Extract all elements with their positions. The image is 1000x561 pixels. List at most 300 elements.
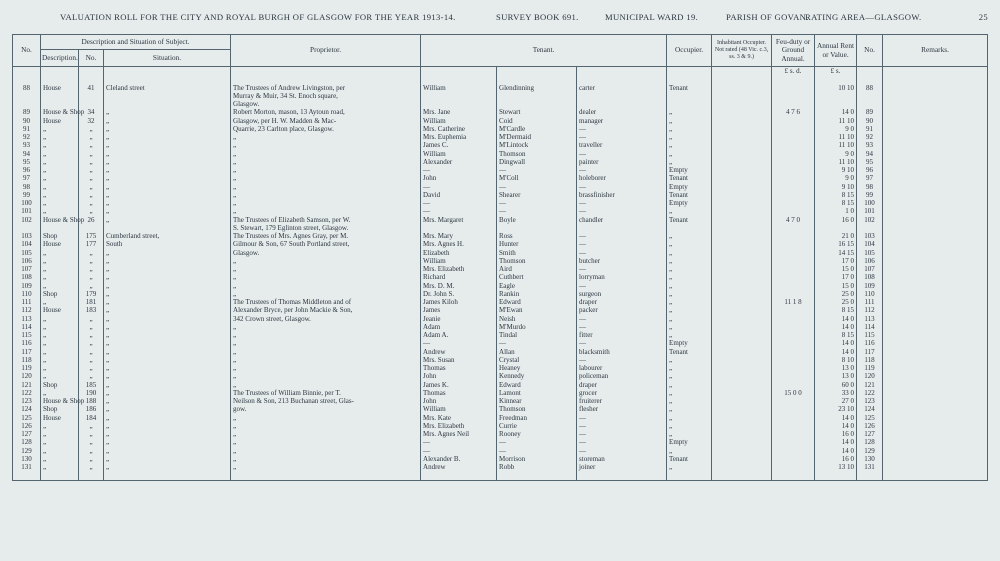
- tenant-first-name: [421, 257, 497, 265]
- occupation-text: —: [579, 430, 587, 438]
- entry-number: [13, 232, 41, 240]
- situation: [104, 348, 231, 356]
- annual-value: [815, 463, 857, 471]
- entry-number-right: [857, 191, 883, 199]
- tenant-surname-text: —: [499, 182, 507, 191]
- description-text: „: [43, 265, 47, 273]
- entry-number-right: [857, 389, 883, 397]
- occupation: [577, 463, 667, 471]
- table-row: [13, 372, 988, 380]
- street-number: [79, 191, 104, 199]
- description-text: House: [43, 116, 61, 125]
- entry-number-right: [857, 364, 883, 372]
- entry-number-right: [857, 166, 883, 174]
- situation-text: „: [106, 372, 110, 381]
- occupier-text: „: [669, 298, 673, 306]
- description-text: „: [43, 166, 47, 174]
- proprietor-text: „: [233, 364, 237, 372]
- proprietor-text: Glasgow.: [233, 100, 260, 108]
- tenant-first-name: [421, 84, 497, 92]
- tenant-first-name: [421, 174, 497, 182]
- occupier-text: Empty: [669, 166, 688, 174]
- entry-number-text: 94: [23, 149, 30, 158]
- entry-number-text: 88: [23, 83, 30, 92]
- entry-number-right: [857, 405, 883, 413]
- occupier: [667, 298, 712, 306]
- entry-number-text: 102: [21, 215, 32, 224]
- annual-value-text: 14 0: [841, 108, 855, 117]
- situation: [104, 290, 231, 298]
- entry-number-right: [857, 339, 883, 347]
- tenant-first-name: [421, 331, 497, 339]
- situation-text: „: [106, 273, 110, 282]
- col-occupier: Occupier.: [667, 35, 712, 67]
- entry-number-right: [857, 240, 883, 248]
- entry-number-text: 116: [21, 339, 32, 348]
- description: [41, 265, 79, 273]
- annual-value: [815, 232, 857, 240]
- entry-number-right-text: 122: [864, 388, 875, 397]
- situation: [104, 216, 231, 224]
- proprietor-text: „: [233, 281, 237, 290]
- occupier-text: „: [669, 322, 673, 331]
- description: [41, 438, 79, 446]
- annual-value: [815, 207, 857, 215]
- tenant-first-name: [421, 455, 497, 463]
- occupier-text: „: [669, 133, 673, 141]
- tenant-surname-text: Kennedy: [499, 372, 525, 381]
- description-text: „: [43, 372, 47, 381]
- tenant-surname: [497, 216, 577, 224]
- description: [41, 183, 79, 191]
- tenant-surname-text: Shearer: [499, 190, 521, 199]
- annual-value: [815, 84, 857, 92]
- street-number-text: 186: [85, 405, 97, 414]
- feu-duty: [772, 290, 815, 298]
- annual-value: [815, 422, 857, 430]
- situation-text: „: [106, 149, 110, 158]
- feu-duty: [772, 133, 815, 141]
- entry-number-text: 91: [23, 124, 30, 133]
- description: [41, 381, 79, 389]
- annual-value: [815, 273, 857, 281]
- street-number: [79, 240, 104, 248]
- feu-duty-text: 15 0 0: [784, 388, 802, 397]
- tenant-surname: [497, 339, 577, 347]
- street-number: [79, 364, 104, 372]
- proprietor: [231, 108, 421, 116]
- occupation: [577, 141, 667, 149]
- entry-number-right: [857, 438, 883, 446]
- table-row: [13, 216, 988, 224]
- situation: [104, 397, 231, 405]
- tenant-surname: [497, 438, 577, 446]
- proprietor-text: „: [233, 355, 237, 364]
- proprietor-text: „: [233, 141, 237, 150]
- tenant-first-name: [421, 199, 497, 207]
- street-number-text: „: [89, 207, 93, 216]
- col-annual-value: Annual Rent or Value.: [815, 35, 857, 67]
- occupation-text: storeman: [579, 454, 605, 463]
- annual-value: [815, 397, 857, 405]
- annual-value-text: 14 0: [841, 438, 855, 447]
- feu-duty: [772, 422, 815, 430]
- entry-number-text: 97: [23, 174, 30, 183]
- tenant-surname: [497, 257, 577, 265]
- annual-value: [815, 174, 857, 182]
- occupation: [577, 389, 667, 397]
- proprietor: [231, 389, 421, 397]
- table-row: [13, 389, 988, 397]
- tenant-first-name-text: William: [423, 83, 446, 92]
- situation: [104, 141, 231, 149]
- annual-value: [815, 265, 857, 273]
- proprietor: [231, 240, 421, 248]
- tenant-surname: [497, 306, 577, 314]
- street-number-text: 183: [85, 306, 97, 315]
- tenant-first-name-text: —: [423, 446, 431, 455]
- occupier: [667, 463, 712, 471]
- tenant-first-name-text: Adam A.: [423, 331, 449, 339]
- occupation-text: —: [579, 199, 587, 207]
- tenant-first-name: [421, 364, 497, 372]
- entry-number-text: 100: [21, 199, 32, 207]
- description: [41, 158, 79, 166]
- tenant-surname: [497, 290, 577, 298]
- description-text: „: [43, 388, 47, 397]
- inhabitant-occupier: [712, 430, 772, 438]
- table-row: [13, 207, 988, 215]
- street-number-text: „: [89, 438, 93, 447]
- entry-number-right-text: 102: [864, 215, 875, 224]
- situation: [104, 125, 231, 133]
- situation: [104, 273, 231, 281]
- table-row: [13, 282, 988, 290]
- table-row: [13, 315, 988, 323]
- occupation-text: holeborer: [579, 174, 606, 183]
- inhabitant-occupier: [712, 364, 772, 372]
- inhabitant-occupier: [712, 463, 772, 471]
- proprietor: [231, 224, 421, 232]
- col-remarks: Remarks.: [883, 35, 988, 67]
- street-number-text: „: [89, 256, 93, 265]
- situation-text: „: [106, 430, 110, 438]
- tenant-first-name: [421, 306, 497, 314]
- annual-value-text: 14 0: [841, 322, 855, 331]
- table-row: [13, 191, 988, 199]
- spacer-row: [13, 75, 988, 83]
- tenant-surname: [497, 273, 577, 281]
- remarks: [883, 133, 988, 141]
- inhabitant-occupier: [712, 348, 772, 356]
- tenant-surname: [497, 331, 577, 339]
- proprietor: [231, 117, 421, 125]
- tenant-first-name-text: Jeanie: [423, 314, 441, 323]
- remarks: [883, 447, 988, 455]
- situation-text: „: [106, 322, 110, 331]
- proprietor: [231, 282, 421, 290]
- description: [41, 141, 79, 149]
- occupation-text: packer: [579, 306, 598, 315]
- situation: [104, 174, 231, 182]
- tenant-surname: [497, 207, 577, 215]
- situation-text: „: [106, 124, 110, 133]
- occupier-text: „: [669, 256, 673, 265]
- annual-value: [815, 372, 857, 380]
- description: [41, 405, 79, 413]
- proprietor-text: „: [233, 331, 237, 339]
- situation-text: „: [106, 166, 110, 174]
- annual-value-text: 14 0: [841, 446, 855, 455]
- occupier: [667, 232, 712, 240]
- occupier-text: „: [669, 306, 673, 315]
- tenant-surname: [497, 141, 577, 149]
- tenant-surname: [497, 397, 577, 405]
- table-row: [13, 298, 988, 306]
- table-row: [13, 323, 988, 331]
- tenant-surname: [497, 381, 577, 389]
- occupation-text: —: [579, 240, 587, 249]
- street-number: [79, 447, 104, 455]
- occupier-text: Tenant: [669, 454, 688, 463]
- description-text: House: [43, 413, 61, 422]
- description: [41, 290, 79, 298]
- occupier-text: Tenant: [669, 347, 688, 356]
- entry-number-right-text: 114: [864, 322, 875, 331]
- tenant-first-name-text: Mrs. Margaret: [423, 215, 464, 224]
- situation: [104, 315, 231, 323]
- annual-value: [815, 364, 857, 372]
- street-number-text: 181: [85, 298, 97, 306]
- annual-value-text: 13 0: [841, 372, 855, 381]
- proprietor-text: gow.: [233, 405, 247, 414]
- annual-value: [815, 455, 857, 463]
- col-description: Description.: [41, 50, 79, 67]
- entry-number: [13, 306, 41, 314]
- entry-number: [13, 405, 41, 413]
- description: [41, 282, 79, 290]
- entry-number-text: 125: [21, 413, 32, 422]
- occupier: [667, 117, 712, 125]
- entry-number-right-text: 101: [864, 207, 875, 216]
- running-head: [12, 12, 988, 24]
- inhabitant-occupier: [712, 315, 772, 323]
- proprietor: [231, 298, 421, 306]
- description-text: „: [43, 322, 47, 331]
- occupation: [577, 455, 667, 463]
- occupation-text: —: [579, 207, 587, 216]
- annual-value-text: 14 0: [841, 421, 855, 430]
- proprietor-text: „: [233, 174, 237, 183]
- occupier-text: „: [669, 124, 673, 133]
- remarks: [883, 92, 988, 100]
- street-number-text: 179: [85, 289, 97, 298]
- inhabitant-occupier: [712, 331, 772, 339]
- annual-value: [815, 216, 857, 224]
- entry-number: [13, 455, 41, 463]
- occupier-text: „: [669, 141, 673, 150]
- street-number: [79, 331, 104, 339]
- description: [41, 150, 79, 158]
- tenant-first-name-text: Alexander B.: [423, 454, 461, 463]
- tenant-surname-text: M'Coll: [499, 174, 519, 183]
- proprietor-text: Neilson & Son, 213 Buchanan street, Glas-: [233, 397, 354, 405]
- street-number: [79, 422, 104, 430]
- occupier: [667, 273, 712, 281]
- table-row: [13, 125, 988, 133]
- feu-duty: [772, 158, 815, 166]
- entry-number-text: 107: [21, 265, 32, 273]
- tenant-first-name-text: Andrew: [423, 347, 446, 356]
- tenant-surname: [497, 183, 577, 191]
- entry-number-right-text: 121: [864, 380, 875, 389]
- entry-number: [13, 199, 41, 207]
- street-number-text: „: [89, 133, 93, 141]
- street-number-text: 175: [85, 232, 97, 240]
- street-number-text: „: [89, 372, 93, 381]
- proprietor-text: Gilmour & Son, 67 South Portland street,: [233, 240, 350, 249]
- occupation: [577, 108, 667, 116]
- street-number-text: „: [89, 430, 93, 438]
- occupier: [667, 84, 712, 92]
- tenant-first-name-text: Adam: [423, 322, 441, 331]
- tenant-surname: [497, 174, 577, 182]
- occupier-text: „: [669, 149, 673, 158]
- annual-value-text: 14 0: [841, 413, 855, 422]
- tenant-first-name: [421, 108, 497, 116]
- annual-value-text: 23 10: [838, 405, 855, 414]
- annual-value: [815, 356, 857, 364]
- street-number: [79, 348, 104, 356]
- proprietor-text: „: [233, 190, 237, 199]
- description: [41, 372, 79, 380]
- proprietor: [231, 273, 421, 281]
- entry-number-right: [857, 84, 883, 92]
- tenant-surname: [497, 125, 577, 133]
- occupation-text: blacksmith: [579, 347, 610, 356]
- entry-number-right: [857, 117, 883, 125]
- entry-number-text: 106: [21, 256, 32, 265]
- proprietor: [231, 331, 421, 339]
- inhabitant-occupier: [712, 447, 772, 455]
- tenant-surname-text: Ross: [499, 232, 513, 240]
- occupation-text: —: [579, 438, 587, 447]
- entry-number-right-text: 108: [864, 273, 875, 282]
- situation: [104, 92, 231, 100]
- annual-value-text: 14 0: [841, 347, 855, 356]
- remarks: [883, 207, 988, 215]
- proprietor: [231, 265, 421, 273]
- remarks: [883, 298, 988, 306]
- feu-duty: [772, 455, 815, 463]
- situation-text: „: [106, 190, 110, 199]
- annual-value-text: 13 0: [841, 364, 855, 372]
- situation: [104, 207, 231, 215]
- occupier: [667, 92, 712, 100]
- annual-value: [815, 191, 857, 199]
- situation-text: „: [106, 438, 110, 447]
- tenant-surname: [497, 191, 577, 199]
- situation: [104, 306, 231, 314]
- tenant-surname-text: Dingwall: [499, 157, 526, 166]
- tenant-first-name: [421, 315, 497, 323]
- street-number-text: 185: [85, 380, 97, 389]
- remarks: [883, 282, 988, 290]
- tenant-first-name-text: Andrew: [423, 463, 446, 471]
- entry-number-right-text: 91: [866, 124, 874, 133]
- annual-value: [815, 92, 857, 100]
- proprietor-text: „: [233, 339, 237, 348]
- occupier: [667, 381, 712, 389]
- tenant-surname-text: M'Ewan: [499, 306, 523, 315]
- street-number-text: „: [89, 463, 93, 471]
- tenant-surname: [497, 447, 577, 455]
- occupier-text: „: [669, 388, 673, 397]
- description: [41, 117, 79, 125]
- table-row: [13, 224, 988, 232]
- occupation-text: joiner: [579, 463, 596, 471]
- occupier-text: „: [669, 463, 673, 471]
- street-number: [79, 249, 104, 257]
- situation: [104, 158, 231, 166]
- tenant-first-name-text: —: [423, 166, 431, 174]
- street-number-text: „: [89, 166, 93, 174]
- description: [41, 199, 79, 207]
- tenant-surname-text: Edward: [499, 380, 521, 389]
- street-number: [79, 117, 104, 125]
- occupier: [667, 339, 712, 347]
- tenant-surname-text: Boyle: [499, 215, 516, 224]
- occupier: [667, 422, 712, 430]
- remarks: [883, 455, 988, 463]
- street-number-text: „: [89, 454, 93, 463]
- occupation-text: —: [579, 314, 587, 323]
- proprietor-text: „: [233, 380, 237, 389]
- proprietor-text: „: [233, 372, 237, 381]
- proprietor: [231, 92, 421, 100]
- street-number-text: „: [89, 248, 93, 257]
- entry-number-text: 96: [23, 166, 30, 174]
- entry-number-right-text: 89: [866, 108, 874, 117]
- tenant-first-name: [421, 348, 497, 356]
- description: [41, 397, 85, 405]
- table-row: [13, 117, 988, 125]
- street-number-text: „: [89, 124, 93, 133]
- description-text: „: [43, 331, 47, 339]
- occupation: [577, 331, 667, 339]
- remarks: [883, 430, 988, 438]
- annual-value-text: 17 0: [841, 273, 855, 282]
- entry-number: [13, 108, 41, 116]
- entry-number: [13, 166, 41, 174]
- occupier: [667, 216, 712, 224]
- description-text: Shop: [43, 405, 58, 414]
- street-number-text: 32: [87, 116, 95, 125]
- description-text: „: [43, 347, 47, 356]
- entry-number: [13, 207, 41, 215]
- entry-number: [13, 158, 41, 166]
- entry-number-text: 120: [21, 372, 32, 381]
- inhabitant-occupier: [712, 356, 772, 364]
- tenant-first-name-text: Mrs. D. M.: [423, 281, 455, 290]
- situation-text: „: [106, 174, 110, 183]
- annual-value: [815, 430, 857, 438]
- occupier-text: „: [669, 232, 673, 240]
- occupation-text: grocer: [579, 388, 597, 397]
- proprietor: [231, 306, 421, 314]
- street-number: [79, 298, 104, 306]
- proprietor: [231, 356, 421, 364]
